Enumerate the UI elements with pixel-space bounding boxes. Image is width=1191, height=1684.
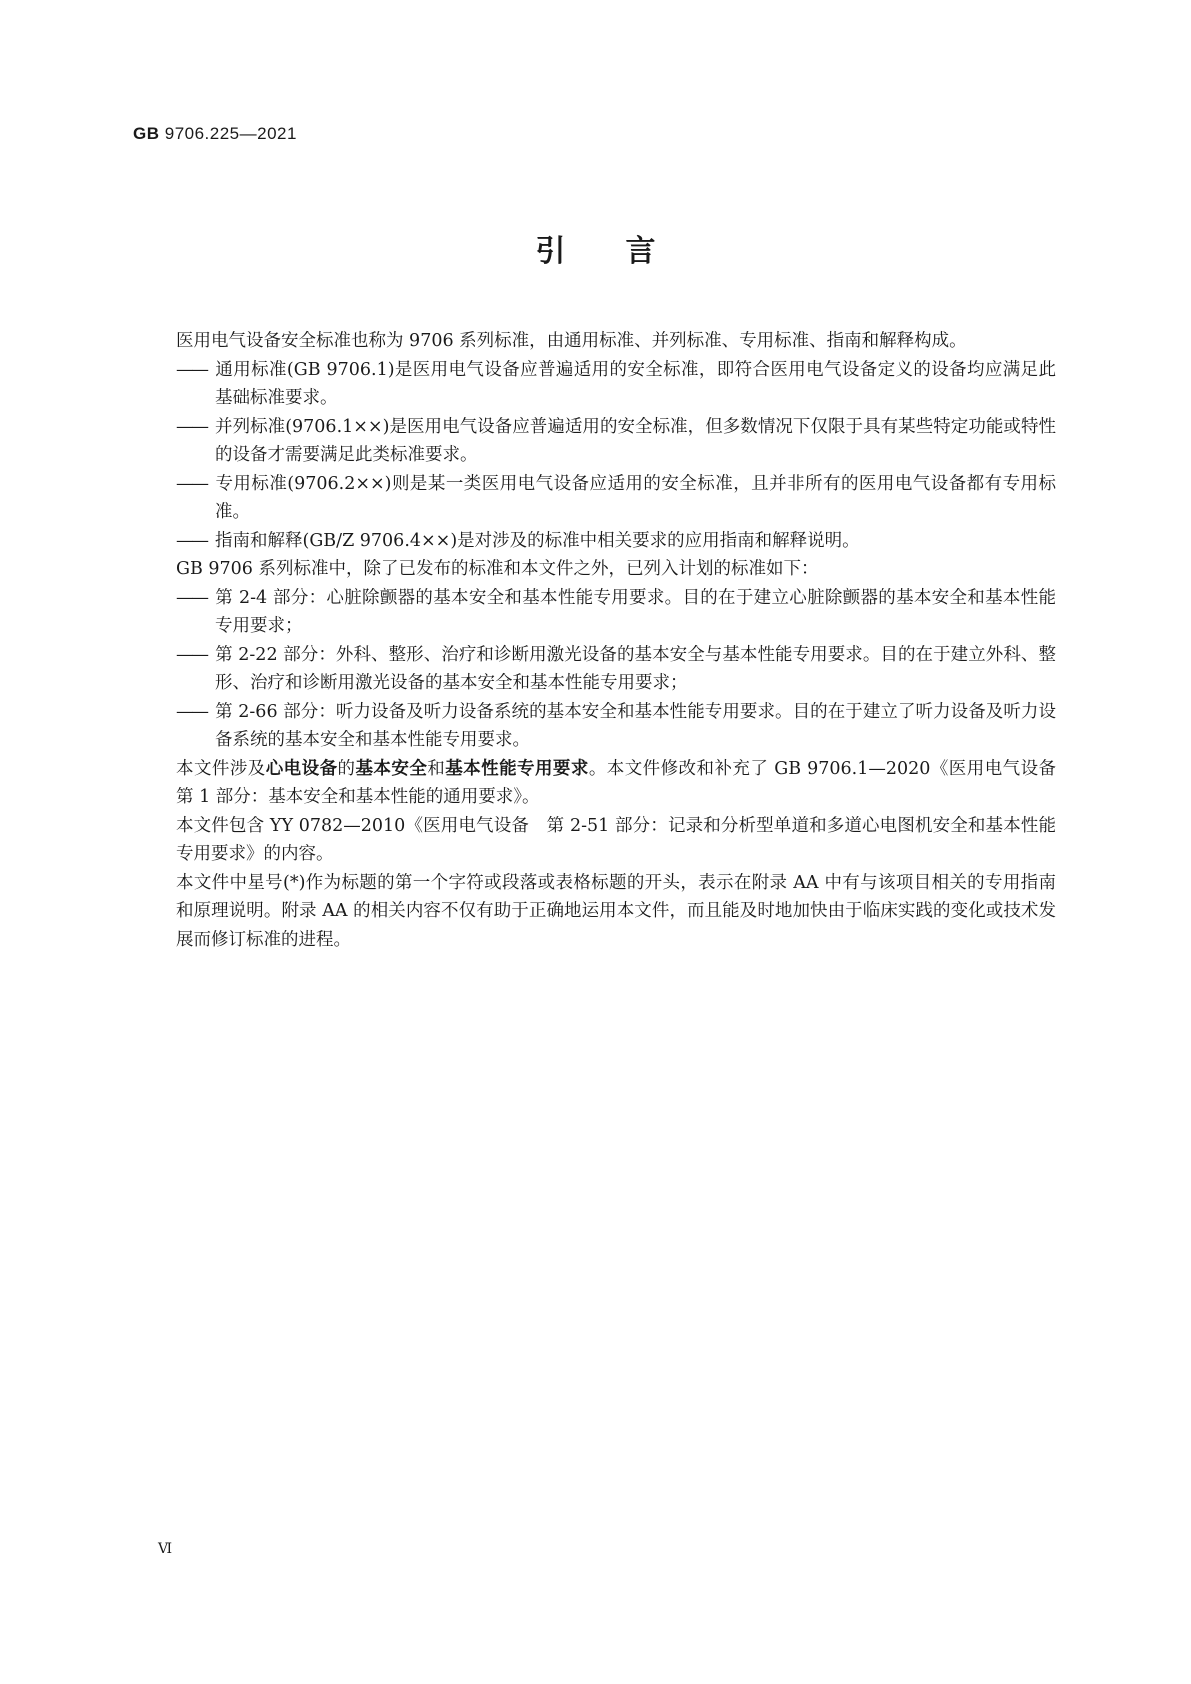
paragraph-planned: GB 9706 系列标准中，除了已发布的标准和本文件之外，已列入计划的标准如下：	[176, 559, 819, 579]
term-basic-safety: 基本安全	[355, 758, 428, 779]
scope-text: 。本文件修改和补充了 GB 9706.1—2020《医用电气设备 第 1 部分：基本安全和基本性能的通用要求》。	[176, 758, 1074, 807]
list-item	[176, 641, 1056, 698]
term-ecg-equipment: 心电设备	[265, 758, 338, 779]
dash-marker: ——	[176, 473, 207, 494]
list-item-text: 第 2-66 部分：听力设备及听力设备系统的基本安全和基本性能专用要求。目的在于建立了听力设备及听力设备系统的基本安全和基本性能专用要求。	[215, 701, 1056, 750]
dash-marker: ——	[176, 530, 207, 551]
page-title: 引言	[535, 234, 716, 269]
list-item-text: 通用标准(GB 9706.1)是医用电气设备应普遍适用的安全标准，即符合医用电气设备定义的设备均应满足此基础标准要求。	[215, 359, 1056, 408]
list-item-text: 第 2-4 部分：心脏除颤器的基本安全和基本性能专用要求。目的在于建立心脏除颤器的基本安全和基本性能专用要求；	[215, 587, 1056, 636]
paragraph-includes: 本文件包含 YY 0782—2010《医用电气设备 第 2-51 部分：记录和分析型单道和多道心电图机安全和基本性能专用要求》的内容。	[176, 815, 1056, 864]
standard-code: 9706.225—2021	[164, 124, 297, 143]
list-item	[176, 698, 1056, 755]
list-item	[176, 413, 1056, 470]
list-item	[176, 470, 1056, 527]
term-essential-performance: 基本性能专用要求	[445, 758, 589, 779]
scope-text: 本文件涉及	[176, 758, 266, 779]
list-item-text: 专用标准(9706.2××)则是某一类医用电气设备应适用的安全标准，且并非所有的医用电气设备都有专用标准。	[215, 473, 1056, 522]
standard-number	[133, 124, 297, 144]
paragraph-asterisk: 本文件中星号(*)作为标题的第一个字符或段落或表格标题的开头，表示在附录 AA 中有与该项目相关的专用指南和原理说明。附录 AA 的相关内容不仅有助于正确地运用本文件，而且能及时地加快由于临床实践的变化或技术发展而修订标准的进程。	[176, 872, 1056, 950]
list-item-text: 第 2-22 部分：外科、整形、治疗和诊断用激光设备的基本安全与基本性能专用要求。目的在于建立外科、整形、治疗和诊断用激光设备的基本安全和基本性能专用要求；	[215, 644, 1056, 693]
paragraph-scope	[176, 755, 1074, 812]
scope-text: 的	[337, 758, 356, 779]
dash-marker: ——	[176, 416, 207, 437]
scope-text: 和	[427, 758, 446, 779]
list-item	[176, 527, 1056, 556]
standard-prefix: GB	[133, 124, 160, 143]
paragraph-intro: 医用电气设备安全标准也称为 9706 系列标准，由通用标准、并列标准、专用标准、指南和解释构成。	[176, 331, 967, 351]
list-item	[176, 356, 1056, 413]
list-item-text: 并列标准(9706.1××)是医用电气设备应普遍适用的安全标准，但多数情况下仅限于具有某些特定功能或特性的设备才需要满足此类标准要求。	[215, 416, 1056, 465]
dash-marker: ——	[176, 644, 207, 665]
list-item-text: 指南和解释(GB/Z 9706.4××)是对涉及的标准中相关要求的应用指南和解释说明。	[215, 530, 860, 551]
document-body	[176, 327, 1074, 954]
list-item	[176, 584, 1056, 641]
page-number: Ⅵ	[158, 1541, 173, 1557]
dash-marker: ——	[176, 701, 207, 722]
dash-marker: ——	[176, 359, 207, 380]
dash-marker: ——	[176, 587, 207, 608]
